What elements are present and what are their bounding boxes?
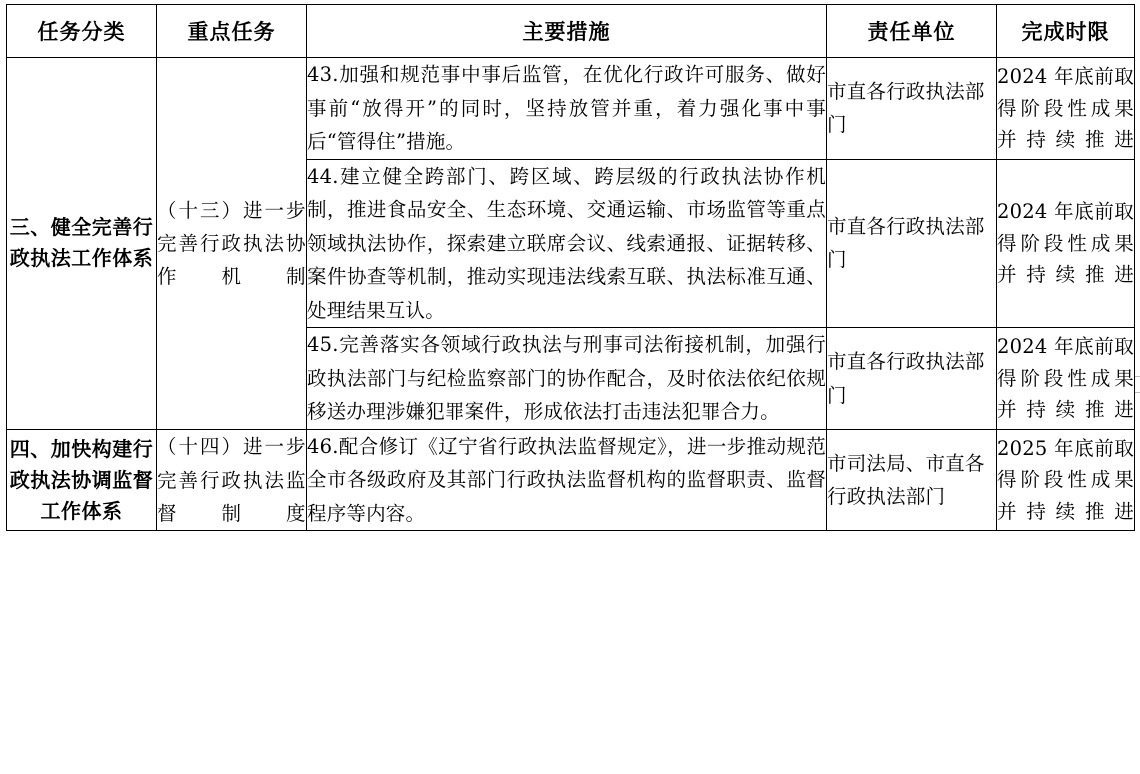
cell-unit-43: 市直各行政执法部门 xyxy=(827,58,997,160)
table-header-row xyxy=(7,5,1135,58)
cell-deadline-45: 2024 年底前取得阶段性成果并持续推进 xyxy=(997,328,1135,430)
task-table xyxy=(6,4,1135,531)
cell-key-task-group-1: （十三）进一步完善行政执法协作机制 xyxy=(157,58,307,430)
cell-measure-45: 45.完善落实各领域行政执法与刑事司法衔接机制，加强行政执法部门与纪检监察部门的协作配合，及时依法依纪依规移送办理涉嫌犯罪案件，形成依法打击违法犯罪合力。 xyxy=(307,328,827,430)
table-header xyxy=(7,5,1135,58)
column-header-responsible-unit: 责任单位 xyxy=(827,5,997,58)
cell-key-task-group-2: （十四）进一步完善行政执法监督制度 xyxy=(157,429,307,531)
page-edge-mark xyxy=(1135,392,1140,393)
table-row xyxy=(7,58,1135,160)
page-edge-mark xyxy=(1135,376,1140,377)
cell-category-group-2: 四、加快构建行政执法协调监督工作体系 xyxy=(7,429,157,531)
column-header-key-task: 重点任务 xyxy=(157,5,307,58)
cell-unit-46: 市司法局、市直各行政执法部门 xyxy=(827,429,997,531)
cell-deadline-46: 2025 年底前取得阶段性成果并持续推进 xyxy=(997,429,1135,531)
table-row xyxy=(7,429,1135,531)
cell-measure-43: 43.加强和规范事中事后监管，在优化行政许可服务、做好事前“放得开”的同时，坚持放管并重，着力强化事中事后“管得住”措施。 xyxy=(307,58,827,160)
cell-unit-44: 市直各行政执法部门 xyxy=(827,159,997,328)
column-header-category: 任务分类 xyxy=(7,5,157,58)
cell-deadline-44: 2024 年底前取得阶段性成果并持续推进 xyxy=(997,159,1135,328)
cell-unit-45: 市直各行政执法部门 xyxy=(827,328,997,430)
cell-category-group-1: 三、健全完善行政执法工作体系 xyxy=(7,58,157,430)
cell-deadline-43: 2024 年底前取得阶段性成果并持续推进 xyxy=(997,58,1135,160)
table-body xyxy=(7,58,1135,531)
cell-measure-46: 46.配合修订《辽宁省行政执法监督规定》，进一步推动规范全市各级政府及其部门行政执法监督机构的监督职责、监督程序等内容。 xyxy=(307,429,827,531)
cell-measure-44: 44.建立健全跨部门、跨区域、跨层级的行政执法协作机制，推进食品安全、生态环境、交通运输、市场监管等重点领域执法协作，探索建立联席会议、线索通报、证据转移、案件协查等机制，推动实现违法线索互联、执法标准互通、处理结果互认。 xyxy=(307,159,827,328)
column-header-deadline: 完成时限 xyxy=(997,5,1135,58)
column-header-measures: 主要措施 xyxy=(307,5,827,58)
